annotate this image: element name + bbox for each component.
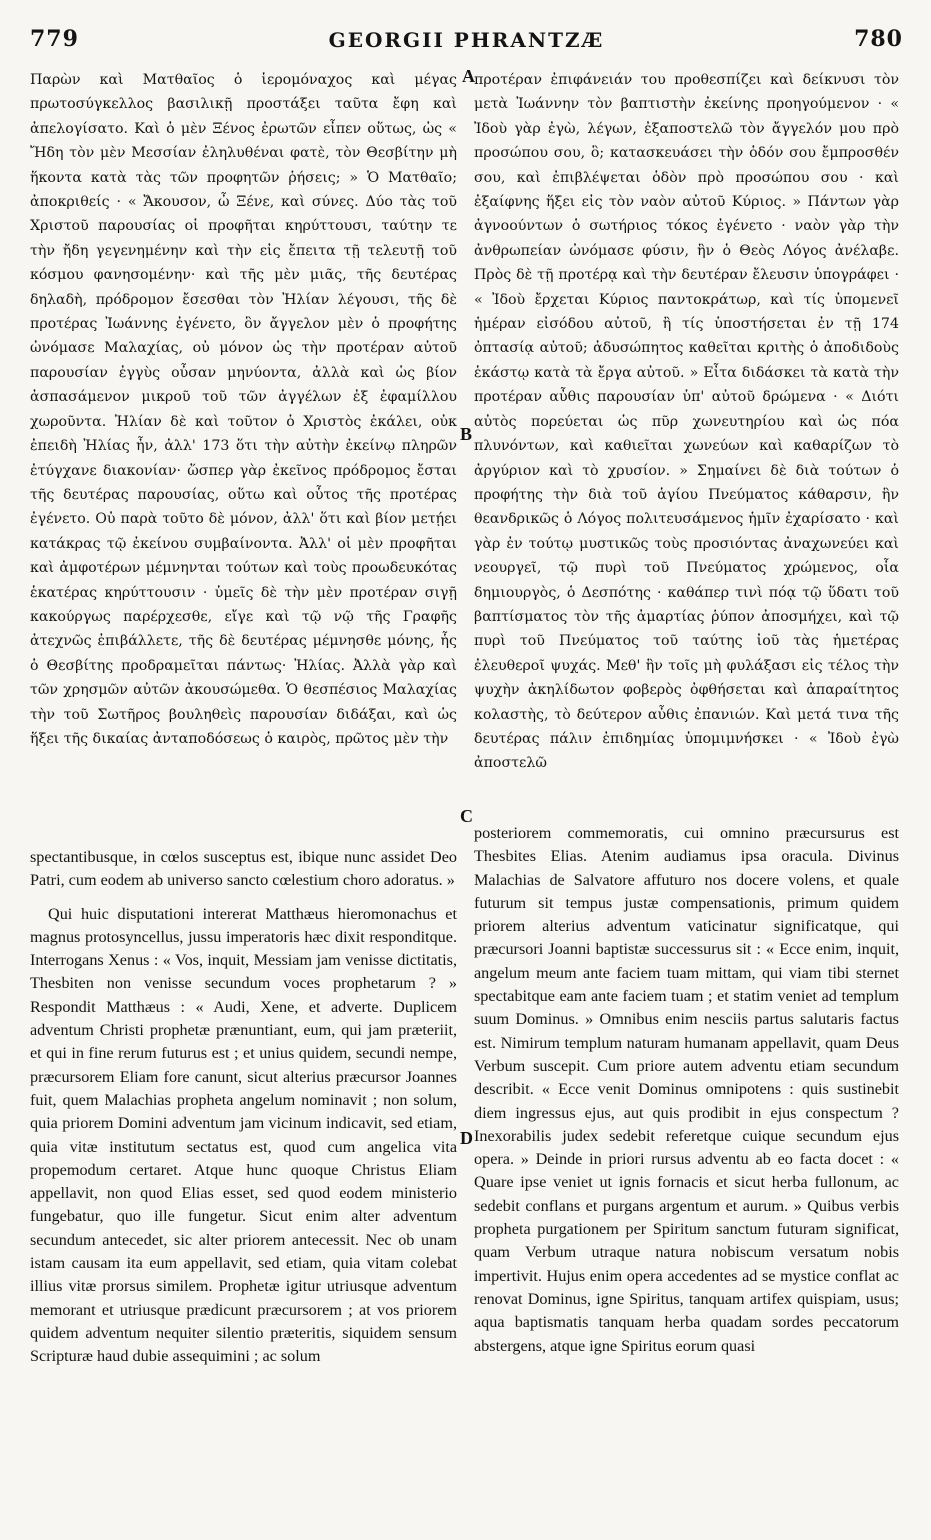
running-title: GEORGII PHRANTZÆ: [328, 28, 605, 52]
margin-letter-d: D: [460, 1128, 473, 1148]
margin-letter-a: A: [462, 66, 475, 86]
latin-column-left: [30, 846, 457, 1369]
latin-text-right: posteriorem commemoratis, cui omnino præcursurus est Thesbites Elias. Atenim audiamus ipsa oracula. Divinus Malachias de Salvatore affuturo nos docere volens, et quale futurum sit tempus justæ compensationis, primum quidem priorem alterius adventum vaticinatur significatque, qui præcursori Joanni baptistæ successurus sit : « Ecce enim, inquit, angelum meum ante faciem tuam mittam, qui viam tibi sternet spectabitque eam ante faciem tuam ; et statim veniet ad templum suum Dominus. » Omnibus enim nesciis partus salutaris factus est. Nimirum templum naturam humanam appellavit, quam Deus Verbum suscepit. Cum priore autem adventu etiam secundum describit. « Ecce venit Dominus omnipotens : quis sustinebit diem ingressus ejus, aut quis prodibit in ejus conspectum ? Inexorabilis judex sedebit referetque cuique secundum ejus opera. » Deinde in priori rursus adventu ab eo facta docet : « Quare ipse veniet ut ignis fornacis et sicut herba fullonum, ac sedebit conflans et purgans argentum et aurum. » Quibus verbis propheta purgationem per Spiritum sanctum futuram significat, quam Verbum utraque natura nobiscum versatum nobis impertivit. Hujus enim opera accedentes ad se mystice conflat ac renovat Dominus, igne Spiritus, tanquam artifex quispiam, usus; aqua baptismatis tanquam herba quadam sordes peccatorum abstergens, atque igne Spiritus eorum quasi: [474, 824, 899, 1355]
page-number-left: 779: [30, 26, 79, 52]
greek-text-right: προτέραν ἐπιφάνειάν του προθεσπίζει καὶ δείκνυσι τὸν μετὰ Ἰωάννην τὸν βαπτιστὴν ἐκείνης προηγούμενον · « Ἰδοὺ γὰρ ἐγὼ, λέγων, ἐξαποστελῶ τὸν ἄγγελόν μου πρὸ προσώπου σου, ὃ; κατασκευάσει τὴν ὁδόν σου ἔμπροσθέν σου, καὶ ἐπιβλέψεται ὁδὸν πρὸ προσώπου σου · καὶ ἐξαίφνης ἥξει εἰς τὸν ναὸν αὐτοῦ Κύριος. » Πάντων γὰρ ἀγνοούντων ὁ σωτήριος τόκος ἐγένετο · ναὸν γὰρ τὴν ἀνθρωπείαν ὠνόμασε φύσιν, ἣν ὁ Θεὸς Λόγος ἀνέλαβε. Πρὸς δὲ τῇ προτέρᾳ καὶ τὴν δευτέραν ἔλευσιν ὑπογράφει · « Ἰδοὺ ἔρχεται Κύριος παντοκράτωρ, καὶ τίς ὑπομενεῖ ἡμέραν εἰσόδου αὐτοῦ, ἢ τίς ὑποστήσεται ἐν τῇ 174 ὀπτασίᾳ αὐτοῦ; ἀδυσώπητος καθεῖται κριτὴς ὁ ἀποδιδοὺς ἑκάστῳ κατὰ τὰ ἔργα αὐτοῦ. » Εἶτα διδάσκει τὰ κατὰ τὴν προτέραν αὖθις παρουσίαν ὑπ' αὐτοῦ δρώμενα · « Διότι αὐτὸς πορεύεται ὡς πῦρ χωνευτηρίου καὶ ὡς πόα πλυνόντων, καὶ καθιεῖται χωνεύων καὶ καθαρίζων τὸ ἀργύριον καὶ τὸ χρυσίον. » Σημαίνει δὲ διὰ τούτων ὁ προφήτης τὴν διὰ τοῦ ἁγίου Πνεύματος κάθαρσιν, ἣν θεανδρικῶς ὁ Λόγος πολιτευσάμενος ἡμῖν ἐχαρίσατο · καὶ γὰρ ἐν τούτῳ μυστικῶς τοὺς προσιόντας ἀναχωνεύει καὶ νεουργεῖ, τῷ πυρὶ τοῦ Πνεύματος χρώμενος, οἷα δημιουργὸς, ὁ Δεσπότης · καθάπερ τινὶ πόᾳ τῷ ὕδατι τοῦ βαπτίσματος τὸν τῆς ἁμαρτίας ῥύπον ἀποσμήχει, καὶ τῷ πυρὶ τοῦ Πνεύματος τοῦ ταύτης ἰοῦ τὰς ἡμετέρας ἐλευθεροῖ ψυχάς. Μεθ' ἣν τοῖς μὴ φυλάξασι εἰς τέλος τὴν ψυχὴν ἀκηλίδωτον φοβερὸς ὀφθήσεται καὶ ἀπαραίτητος κολαστὴς, τὸ δεύτερον αὖθις ἐπανιών. Καὶ μετά τινα τῆς δευτέρας πάλιν ἐπιδημίας ὑπομιμνήσκει · « Ἰδοὺ ἐγὼ ἀποστελῶ: [474, 72, 899, 772]
page-number-right: 780: [854, 26, 903, 52]
margin-letter-c: C: [460, 806, 473, 826]
greek-text-left: Παρὼν καὶ Ματθαῖος ὁ ἱερομόναχος καὶ μέγας πρωτοσύγκελλος βασιλικῇ προστάξει ταῦτα ἔφη καὶ ἀπελογίσατο. Καὶ ὁ μὲν Ξένος ἐρωτῶν εἶπεν οὕτως, ὡς « Ἤδη τὸν μὲν Μεσσίαν ἐληλυθέναι φατὲ, τὸν Θεσβίτην μὴ ἥκοντα κατὰ τὰς τῶν προφητῶν ῥήσεις; » Ὁ Ματθαῖο; ἀποκριθείς · « Ἄκουσον, ὦ Ξένε, καὶ σύνες. Δύο τὰς τοῦ Χριστοῦ παρουσίας οἱ προφῆται κηρύττουσι, ταύτην τε τὴν ἤδη γεγενημένην καὶ τὴν εἰς ἔπειτα τῇ τελευτῇ τοῦ κόσμου φανησομένην· καὶ τῆς μὲν μιᾶς, τῆς δευτέρας δηλαδὴ, πρόδρομον ἔσεσθαι τὸν Ἠλίαν λέγουσι, τῆς δὲ προτέρας Ἰωάννης ἐγένετο, ὃν ἄγγελον μὲν ὁ προφήτης ὠνόμασε Μαλαχίας, οὐ μόνον ὡς τὴν προτέραν αὐτοῦ παρουσίαν ἐγγὺς οὖσαν μηνύοντα, ἀλλὰ καὶ ὡς βίον ἀσπασάμενον μικροῦ τοῦ τῶν ἀγγέλων ἐξ ἐφαμίλλου χωροῦντα. Ἠλίαν δὲ καὶ τοῦτον ὁ Χριστὸς ἐκάλει, οὐκ ἐπειδὴ Ἠλίας ἦν, ἀλλ' 173 ὅτι τὴν αὐτὴν ἐκείνῳ πληρῶν ἐτύγχανε διακονίαν· ὥσπερ γὰρ ἐκεῖνος πρόδρομος ἔσται τῆς δευτέρας παρουσίας, οὕτω καὶ οὗτος τῆς προτέρας ἐγένετο. Οὐ παρὰ τοῦτο δὲ μόνον, ἀλλ' ὅτι καὶ βίον μετῄει κατάκρας τῷ ἐκείνου συμβαίνοντα. Ἀλλ' οἱ μὲν προφῆται καὶ ἀμφοτέρων μέμνηνται τούτων καὶ τοὺς προωδευκότας ἑκατέρας κηρύττουσιν · ὑμεῖς δὲ τὴν μὲν προτέραν σιγῇ κακούργως παρέρχεσθε, εἴγε καὶ τῷ νῷ τῆς Γραφῆς ἀτεχνῶς ἐπιβάλλετε, τῆς δὲ δευτέρας μέμνησθε μόνης, ἧς ὁ Θεσβίτης προδραμεῖται πάντως· Ἠλίας. Ἀλλὰ γὰρ καὶ τῶν χρησμῶν αὐτῶν ἀκουσώμεθα. Ὁ θεσπέσιος Μαλαχίας τὴν τοῦ Σωτῆρος βουληθεὶς παρουσίαν διδάξαι, καὶ ὡς ἥξει τῆς δικαίας ἀνταποδόσεως ὁ καιρὸς, πρῶτος μὲν τὴν: [30, 72, 457, 747]
page-header: [30, 26, 903, 62]
greek-column-left: [30, 68, 457, 751]
latin-paragraph-1: spectantibusque, in cœlos susceptus est, ibique nunc assidet Deo Patri, cum eodem ab universo sancto cœlestium choro adoratus. »: [30, 848, 457, 890]
latin-column-right: [474, 822, 899, 1358]
margin-letter-b: B: [460, 424, 473, 444]
latin-paragraph-2: Qui huic disputationi intererat Matthæus hieromonachus et magnus protosyncellus, jussu imperatoris hæc dixit responditque. Interrogans Xenus : « Vos, inquit, Messiam jam venisse dictitatis, Thesbiten non venisse secundum voces prophetarum ? » Respondit Matthæus : « Audi, Xene, et adverte. Duplicem adventum Christi prophetæ prænuntiant, eum, qui jam præteriit, et qui in fine rerum futurus est ; et unius quidem, secundi nempe, præcursorem Eliam fore canunt, sicut alterius præcursor Joannes fuit, quem Malachias propheta angelum nominavit ; non solum, quia priorem Domini adventum jam vicinum indicavit, sed etiam, quia vitæ institutum sectatus est, quod cum angelica vita propemodum certaret. Atque hunc quoque Christus Eliam appellavit, non quod Elias esset, sed quod eodem ministerio fungebatur, quo ille fungetur. Sicut enim alter adventum secundum antecedet, sic alter priorem antecessit. Nec ob unam istam causam ita eum appellavit, sed etiam, quia vitam colebat illius vitæ prorsus similem. Prophetæ igitur utriusque adventum memorant et utriusque prædicunt præcursorem ; at vos priorem quidem adventum nequiter silentio præteritis, siquidem sensum Scripturæ haud dubie assequimini ; ac solum: [30, 904, 457, 1366]
greek-column-right: [474, 68, 899, 776]
